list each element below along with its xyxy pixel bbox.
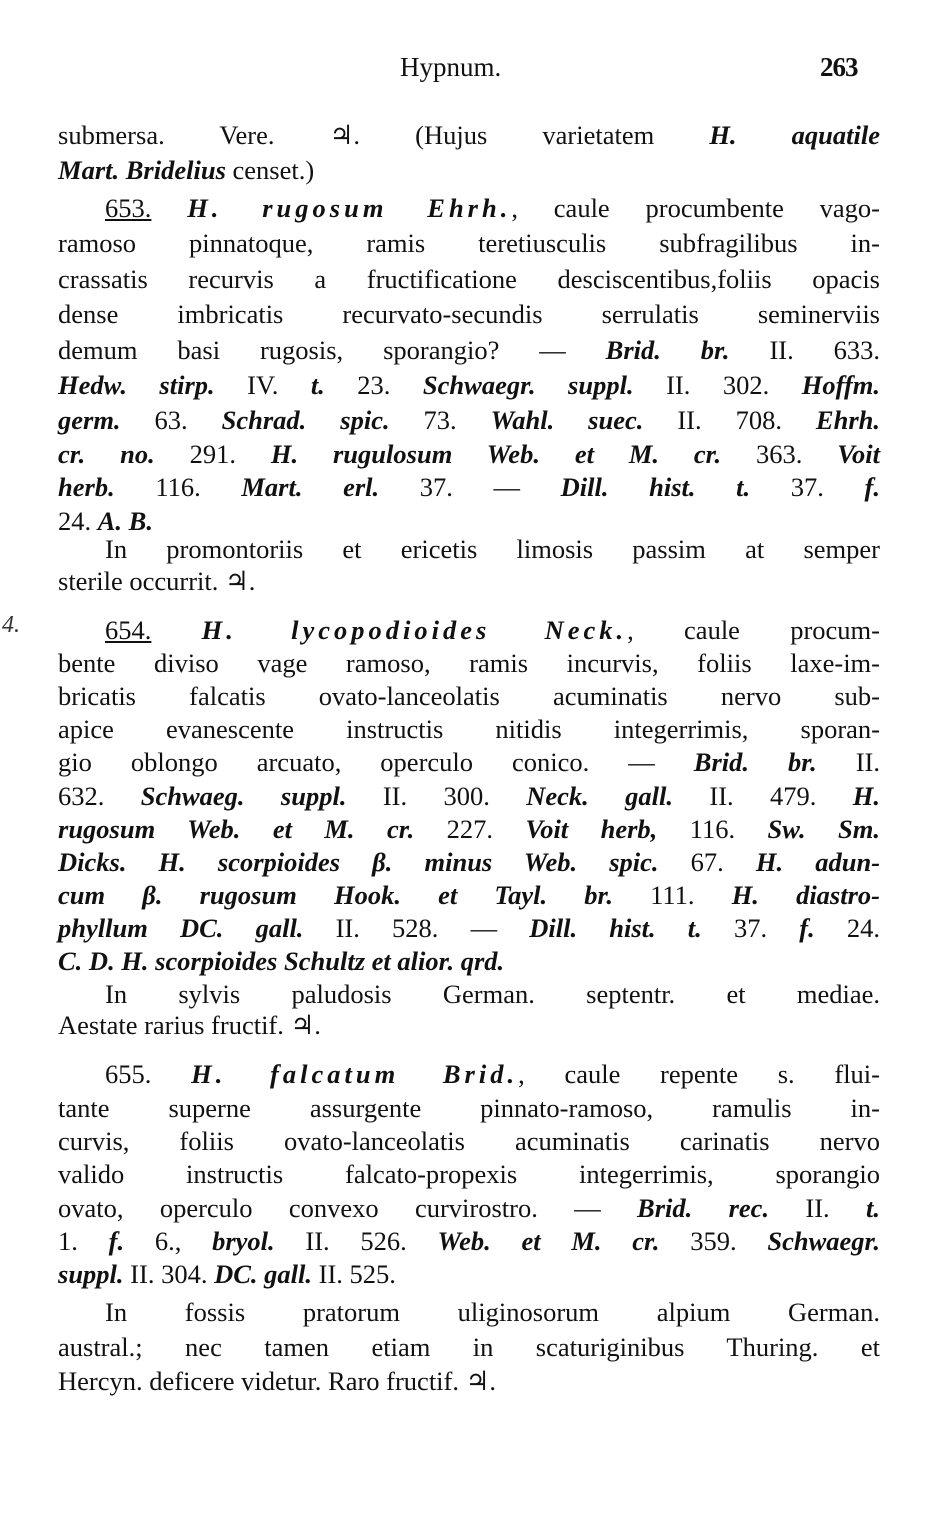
text-line xyxy=(58,1257,880,1291)
text-line xyxy=(58,333,880,367)
entry-number: 654. xyxy=(105,615,152,645)
citation-text: Sw. Sm. xyxy=(767,814,880,844)
body-text: 37. xyxy=(750,472,865,502)
citation-text: herb. xyxy=(58,472,115,502)
body-text: austral.; nec tamen etiam in scaturiginibus Thuring. et xyxy=(58,1332,880,1362)
body-text: Hercyn. deficere videtur. Raro fructif. ♃. xyxy=(58,1366,497,1396)
body-text: ramoso pinnatoque, ramis teretiusculis subfragilibus in- xyxy=(58,228,880,258)
body-text: , caule procum- xyxy=(627,615,880,645)
citation-text: Schwaegr. xyxy=(767,1226,881,1256)
text-line xyxy=(58,613,880,647)
species-name: H. rugosum Ehrh. xyxy=(187,193,512,223)
citation-text: Hoffm. xyxy=(801,370,881,400)
text-line xyxy=(58,153,880,187)
citation-text: H. diastro- xyxy=(731,880,880,910)
body-text: tante superne assurgente pinnato-ramoso, ramulis in- xyxy=(58,1093,880,1123)
body-text: 116. xyxy=(657,814,768,844)
body-text: In fossis pratorum uliginosorum alpium German. xyxy=(105,1297,880,1327)
text-line xyxy=(58,944,880,978)
body-text: , caule repente s. flui- xyxy=(518,1059,880,1089)
citation-text: f. xyxy=(799,913,815,943)
text-line xyxy=(58,1295,880,1329)
text-line xyxy=(58,191,880,225)
body-text: 116. xyxy=(114,472,242,502)
text-line xyxy=(58,368,880,402)
text-line xyxy=(58,297,880,331)
citation-text: Dicks. H. scorpioides β. minus Web. spic. xyxy=(58,847,659,877)
body-text: 73. xyxy=(389,405,491,435)
body-text: 37. — xyxy=(379,472,561,502)
body-text: 632. xyxy=(58,781,141,811)
text-line xyxy=(58,845,880,879)
body-text: valido instructis falcato-propexis integerrimis, sporangio xyxy=(58,1159,880,1189)
citation-text: H. rugulosum Web. et M. cr. xyxy=(270,439,722,469)
citation-text: Schwaegr. suppl. xyxy=(422,370,634,400)
citation-text: f. xyxy=(108,1226,125,1256)
body-text: 227. xyxy=(414,814,526,844)
body-text: II. 528. — xyxy=(303,913,530,943)
citation-text: cum β. rugosum Hook. et Tayl. br. xyxy=(58,880,613,910)
citation-text: Brid. br. xyxy=(693,747,817,777)
text-line xyxy=(58,1008,880,1042)
body-text: bente diviso vage ramoso, ramis incurvis, foliis laxe-im- xyxy=(58,648,880,678)
body-text: crassatis recurvis a fructificatione desciscentibus,foliis opacis xyxy=(58,264,880,294)
text-line xyxy=(58,1191,880,1225)
body-text: 655. xyxy=(105,1059,192,1089)
text-line xyxy=(58,1124,880,1158)
citation-text: phyllum DC. gall. xyxy=(58,913,304,943)
body-text: dense imbricatis recurvato-secundis serrulatis seminerviis xyxy=(58,299,880,329)
citation-text: H. aquatile xyxy=(709,120,880,150)
citation-text: rugosum Web. et M. cr. xyxy=(58,814,415,844)
citation-text: A. B. xyxy=(97,506,153,536)
text-line xyxy=(58,118,880,152)
citation-text: Voit herb, xyxy=(525,814,658,844)
body-text: 24. xyxy=(814,913,880,943)
body-text: In sylvis paludosis German. septentr. et mediae. xyxy=(105,979,880,1009)
citation-text: f. xyxy=(864,472,880,502)
body-text xyxy=(151,615,201,645)
citation-text: Dill. hist. t. xyxy=(560,472,751,502)
page-number: 263 xyxy=(820,52,858,82)
body-text: bricatis falcatis ovato-lanceolatis acuminatis nervo sub- xyxy=(58,681,880,711)
body-text: 363. xyxy=(721,439,838,469)
citation-text: Neck. gall. xyxy=(526,781,673,811)
citation-text: Schrad. spic. xyxy=(221,405,390,435)
body-text: II. 479. xyxy=(673,781,853,811)
body-text: submersa. Vere. ♃. (Hujus varietatem xyxy=(58,120,710,150)
text-line xyxy=(58,226,880,260)
body-text: demum basi rugosis, sporangio? — xyxy=(58,335,606,365)
text-line xyxy=(58,403,880,437)
body-text: apice evanescente instructis nitidis integerrimis, sporan- xyxy=(58,714,880,744)
body-text: 37. xyxy=(701,913,800,943)
body-text: censet.) xyxy=(225,155,315,185)
text-line xyxy=(58,1364,880,1398)
body-text: II. 633. xyxy=(729,335,880,365)
citation-text: Hedw. stirp. xyxy=(58,370,215,400)
text-line xyxy=(58,878,880,912)
text-line xyxy=(58,745,880,779)
body-text: In promontoriis et ericetis limosis passim at semper xyxy=(105,534,880,564)
text-line xyxy=(58,532,880,566)
text-line xyxy=(58,1057,880,1091)
body-text xyxy=(151,193,187,223)
body-text: 63. xyxy=(120,405,222,435)
body-text: 291. xyxy=(154,439,271,469)
body-text: IV. xyxy=(214,370,311,400)
body-text: II. 525. xyxy=(312,1259,396,1289)
entry-number: 653. xyxy=(105,193,152,223)
species-name: H. lycopodioides Neck. xyxy=(201,615,628,645)
body-text: II. 526. xyxy=(274,1226,438,1256)
body-text: curvis, foliis ovato-lanceolatis acuminatis carinatis nervo xyxy=(58,1126,880,1156)
body-text: 1. xyxy=(58,1226,109,1256)
citation-text: suppl. xyxy=(58,1259,124,1289)
text-line xyxy=(58,679,880,713)
species-name: H. falcatum Brid. xyxy=(191,1059,519,1089)
body-text: II. 708. xyxy=(643,405,816,435)
text-line xyxy=(58,437,880,471)
body-text: ovato, operculo convexo curvirostro. — xyxy=(58,1193,638,1223)
body-text: II. 300. xyxy=(346,781,527,811)
body-text: II. xyxy=(816,747,881,777)
citation-text: Ehrh. xyxy=(815,405,881,435)
citation-text: Schwaeg. suppl. xyxy=(140,781,347,811)
body-text: 6., xyxy=(124,1226,213,1256)
text-line xyxy=(58,712,880,746)
text-line xyxy=(58,812,880,846)
citation-text: t. xyxy=(866,1193,881,1223)
citation-text: Dill. hist. t. xyxy=(529,913,702,943)
citation-text: Web. et M. cr. xyxy=(437,1226,660,1256)
text-line xyxy=(58,779,880,813)
body-text: 67. xyxy=(658,847,756,877)
citation-text: Voit xyxy=(837,439,880,469)
running-head: Hypnum. xyxy=(400,52,502,82)
citation-text: H. xyxy=(852,781,881,811)
text-line xyxy=(58,911,880,945)
body-text: 24. xyxy=(58,506,98,536)
citation-text: cr. no. xyxy=(58,439,155,469)
text-line xyxy=(58,977,880,1011)
body-text: II. 304. xyxy=(123,1259,215,1289)
body-text: , caule procumbente vago- xyxy=(511,193,880,223)
citation-text: Mart. erl. xyxy=(241,472,380,502)
text-line xyxy=(58,1224,880,1258)
text-line xyxy=(58,1330,880,1364)
handwritten-margin-note: 4. xyxy=(2,612,20,638)
text-line xyxy=(58,1157,880,1191)
citation-text: Mart. Bridelius xyxy=(58,155,226,185)
citation-text: Brid. br. xyxy=(605,335,730,365)
body-text: gio oblongo arcuato, operculo conico. — xyxy=(58,747,694,777)
citation-text: DC. gall. xyxy=(214,1259,312,1289)
body-text: II. 302. xyxy=(633,370,802,400)
citation-text: Brid. rec. xyxy=(637,1193,770,1223)
body-text: 359. xyxy=(659,1226,768,1256)
text-line xyxy=(58,564,880,598)
text-line xyxy=(58,1091,880,1125)
citation-text: bryol. xyxy=(212,1226,275,1256)
citation-text: Wahl. suec. xyxy=(490,405,644,435)
citation-text: C. D. H. scorpioides Schultz et alior. qrd. xyxy=(58,946,505,976)
text-line xyxy=(58,646,880,680)
citation-text: germ. xyxy=(58,405,121,435)
citation-text: H. adun- xyxy=(755,847,881,877)
text-line xyxy=(58,470,880,504)
text-line xyxy=(58,262,880,296)
body-text: II. xyxy=(769,1193,867,1223)
citation-text: t. xyxy=(310,370,325,400)
body-text: sterile occurrit. ♃. xyxy=(58,566,256,596)
body-text: Aestate rarius fructif. ♃. xyxy=(58,1010,321,1040)
body-text: 23. xyxy=(324,370,423,400)
body-text: 111. xyxy=(612,880,732,910)
